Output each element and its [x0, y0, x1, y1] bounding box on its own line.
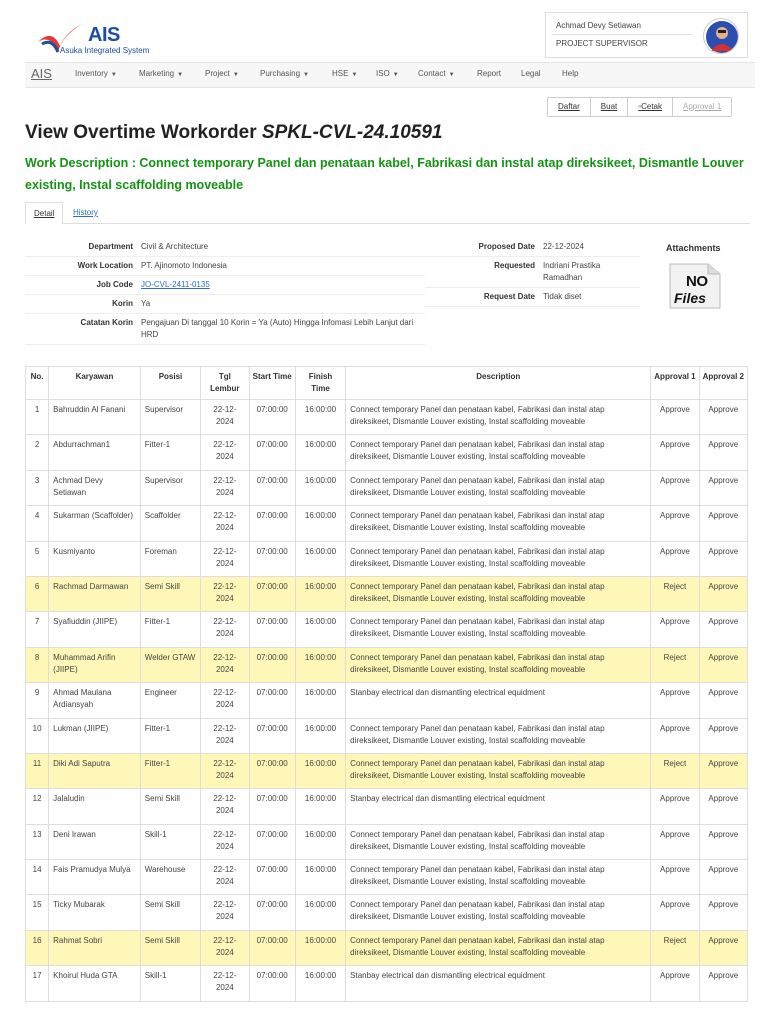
cell-karyawan: Jalaludin: [49, 789, 141, 824]
info-row-work-location: [25, 257, 425, 276]
cell-posisi: Semi Skill: [140, 895, 200, 930]
cell-approval-2: Approve: [699, 470, 747, 505]
cell-tgl-lembur: 22-12-2024: [201, 541, 249, 576]
cell-description: Connect temporary Panel dan penataan kabel, Fabrikasi dan instal atap direksikeet, Dismantle Louver existing, Instal scaffolding moveable: [346, 895, 651, 930]
caret-down-icon: ▼: [110, 72, 117, 78]
cell-approval-1: Reject: [651, 576, 699, 611]
cell-finish-time: 16:00:00: [295, 647, 345, 682]
info-row-department: [25, 238, 425, 257]
ais-logo[interactable]: [36, 20, 150, 60]
cell-approval-1: Approve: [651, 789, 699, 824]
print-icon: ▫: [638, 102, 642, 111]
cell-approval-1: Reject: [651, 930, 699, 965]
cell-approval-1: Approve: [651, 824, 699, 859]
cell-start-time: 07:00:00: [249, 966, 295, 1001]
cell-finish-time: 16:00:00: [295, 506, 345, 541]
caret-down-icon: ▼: [232, 72, 239, 78]
cell-approval-2: Approve: [699, 966, 747, 1001]
cell-approval-1: Approve: [651, 506, 699, 541]
no-files-line1: NO: [686, 273, 708, 290]
avatar[interactable]: [703, 18, 739, 54]
job-code-link[interactable]: JO-CVL-2411-0135: [141, 280, 210, 289]
action-button-group: [547, 97, 732, 117]
nav-item-legal[interactable]: Legal: [521, 69, 541, 78]
info-row-job-code: [25, 276, 425, 295]
cell-approval-2: Approve: [699, 576, 747, 611]
cell-tgl-lembur: 22-12-2024: [201, 647, 249, 682]
info-table-left: [25, 238, 425, 345]
cell-posisi: Engineer: [140, 683, 200, 718]
korin-label: Korin: [25, 295, 137, 314]
user-role: PROJECT SUPERVISOR: [556, 39, 648, 48]
cell-description: Connect temporary Panel dan penataan kabel, Fabrikasi dan instal atap direksikeet, Dismantle Louver existing, Instal scaffolding moveable: [346, 860, 651, 895]
cell-finish-time: 16:00:00: [295, 435, 345, 470]
workorder-code: SPKL-CVL-24.10591: [261, 122, 443, 143]
cell-no: 3: [26, 470, 49, 505]
cell-start-time: 07:00:00: [249, 576, 295, 611]
cell-start-time: 07:00:00: [249, 753, 295, 788]
cell-approval-2: Approve: [699, 860, 747, 895]
user-profile-box[interactable]: [545, 12, 748, 58]
cell-finish-time: 16:00:00: [295, 895, 345, 930]
cell-approval-1: Approve: [651, 541, 699, 576]
cell-approval-1: Approve: [651, 400, 699, 435]
nav-label: Contact: [418, 69, 446, 78]
cell-karyawan: Abdurrachman1: [49, 435, 141, 470]
request-date-label: Request Date: [425, 288, 539, 307]
cell-approval-2: Approve: [699, 789, 747, 824]
cell-finish-time: 16:00:00: [295, 718, 345, 753]
cell-karyawan: Muhammad Arifin (JIIPE): [49, 647, 141, 682]
table-row[interactable]: [26, 824, 748, 859]
cell-karyawan: Khoirul Huda GTA: [49, 966, 141, 1001]
requested-label: Requested: [425, 257, 539, 288]
cell-start-time: 07:00:00: [249, 895, 295, 930]
nav-item-purchasing[interactable]: [260, 69, 309, 78]
cell-description: Connect temporary Panel dan penataan kabel, Fabrikasi dan instal atap direksikeet, Dismantle Louver existing, Instal scaffolding moveable: [346, 506, 651, 541]
cell-description: Connect temporary Panel dan penataan kabel, Fabrikasi dan instal atap direksikeet, Dismantle Louver existing, Instal scaffolding moveable: [346, 824, 651, 859]
col-header-approval-2: Approval 2: [699, 367, 747, 400]
cell-approval-2: Approve: [699, 435, 747, 470]
request-date-value: Tidak diset: [539, 288, 640, 307]
table-row[interactable]: [26, 576, 748, 611]
col-header-start-time: Start Time: [249, 367, 295, 400]
nav-item-help[interactable]: Help: [562, 69, 579, 78]
department-label: Department: [25, 238, 137, 257]
nav-item-contact[interactable]: [418, 69, 455, 78]
cell-karyawan: Ahmad Maulana Ardiansyah: [49, 683, 141, 718]
tab-history[interactable]: History: [73, 208, 98, 217]
cell-tgl-lembur: 22-12-2024: [201, 930, 249, 965]
caret-down-icon: ▼: [303, 72, 309, 78]
caret-down-icon: ▼: [351, 72, 358, 78]
cell-start-time: 07:00:00: [249, 789, 295, 824]
work-location-value: PT. Ajinomoto Indonesia: [137, 257, 425, 276]
nav-item-iso[interactable]: [376, 69, 399, 78]
nav-label: Project: [205, 69, 230, 78]
cell-posisi: Skill-1: [140, 824, 200, 859]
job-code-label: Job Code: [25, 276, 137, 295]
cell-karyawan: Ticky Mubarak: [49, 895, 141, 930]
catatan-korin-label: Catatan Korin: [25, 314, 137, 345]
table-row[interactable]: [26, 647, 748, 682]
cell-finish-time: 16:00:00: [295, 789, 345, 824]
cell-tgl-lembur: 22-12-2024: [201, 470, 249, 505]
info-row-korin: [25, 295, 425, 314]
cell-posisi: Scaffolder: [140, 506, 200, 541]
cell-start-time: 07:00:00: [249, 506, 295, 541]
cell-karyawan: Deni Irawan: [49, 824, 141, 859]
cell-posisi: Warehouse: [140, 860, 200, 895]
caret-down-icon: ▼: [448, 72, 455, 78]
cell-no: 8: [26, 647, 49, 682]
cell-approval-1: Approve: [651, 470, 699, 505]
cell-finish-time: 16:00:00: [295, 576, 345, 611]
cell-no: 10: [26, 718, 49, 753]
cell-no: 11: [26, 753, 49, 788]
cell-start-time: 07:00:00: [249, 435, 295, 470]
cell-description: Connect temporary Panel dan penataan kabel, Fabrikasi dan instal atap direksikeet, Dismantle Louver existing, Instal scaffolding moveable: [346, 400, 651, 435]
proposed-date-value: 22-12-2024: [539, 238, 640, 257]
cell-tgl-lembur: 22-12-2024: [201, 824, 249, 859]
work-location-label: Work Location: [25, 257, 137, 276]
info-row-proposed-date: [425, 238, 640, 257]
col-header-no: No.: [26, 367, 49, 400]
no-files-line2: Files: [674, 290, 706, 306]
col-header-description: Description: [346, 367, 651, 400]
cell-tgl-lembur: 22-12-2024: [201, 966, 249, 1001]
cell-start-time: 07:00:00: [249, 541, 295, 576]
table-row[interactable]: [26, 753, 748, 788]
page-title-prefix: View Overtime Workorder: [25, 122, 257, 143]
cetak-label: Cetak: [641, 102, 663, 111]
cell-karyawan: Achmad Devy Setiawan: [49, 470, 141, 505]
cell-finish-time: 16:00:00: [295, 400, 345, 435]
table-row[interactable]: [26, 541, 748, 576]
job-code-cell: [137, 276, 425, 295]
tab-detail[interactable]: Detail: [25, 202, 63, 224]
info-row-request-date: [425, 288, 640, 307]
cell-approval-1: Reject: [651, 753, 699, 788]
cell-approval-2: Approve: [699, 930, 747, 965]
info-row-catatan-korin: [25, 314, 425, 345]
table-row[interactable]: [26, 506, 748, 541]
cell-finish-time: 16:00:00: [295, 930, 345, 965]
cell-no: 9: [26, 683, 49, 718]
overtime-table: [25, 366, 748, 1002]
nav-label: Marketing: [139, 69, 175, 78]
cell-posisi: Fitter-1: [140, 718, 200, 753]
nav-item-marketing[interactable]: [139, 69, 183, 78]
cell-approval-2: Approve: [699, 683, 747, 718]
cell-description: Connect temporary Panel dan penataan kabel, Fabrikasi dan instal atap direksikeet, Dismantle Louver existing, Instal scaffolding moveable: [346, 541, 651, 576]
col-header-tgl-lembur: Tgl Lembur: [201, 367, 249, 400]
user-name: Achmad Devy Setiawan: [556, 21, 641, 30]
cell-approval-2: Approve: [699, 541, 747, 576]
cell-karyawan: Rahmat Sobri: [49, 930, 141, 965]
table-row[interactable]: [26, 789, 748, 824]
col-header-karyawan: Karyawan: [49, 367, 141, 400]
cell-approval-2: Approve: [699, 400, 747, 435]
cell-posisi: Fitter-1: [140, 612, 200, 647]
cell-description: Connect temporary Panel dan penataan kabel, Fabrikasi dan instal atap direksikeet, Dismantle Louver existing, Instal scaffolding moveable: [346, 718, 651, 753]
cell-karyawan: Kusmiyanto: [49, 541, 141, 576]
table-row[interactable]: [26, 930, 748, 965]
cell-approval-2: Approve: [699, 647, 747, 682]
table-row[interactable]: [26, 435, 748, 470]
cell-approval-2: Approve: [699, 895, 747, 930]
cell-start-time: 07:00:00: [249, 824, 295, 859]
cell-description: Connect temporary Panel dan penataan kabel, Fabrikasi dan instal atap direksikeet, Dismantle Louver existing, Instal scaffolding moveable: [346, 647, 651, 682]
cell-approval-1: Approve: [651, 435, 699, 470]
cell-finish-time: 16:00:00: [295, 541, 345, 576]
work-description: Work Description : Connect temporary Panel dan penataan kabel, Fabrikasi dan instal atap direksikeet, Dismantle Louver existing, Instal scaffolding moveable: [25, 156, 744, 192]
cell-karyawan: Rachmad Darmawan: [49, 576, 141, 611]
cetak-button[interactable]: [628, 98, 673, 116]
cell-posisi: Semi Skill: [140, 789, 200, 824]
cell-approval-1: Approve: [651, 718, 699, 753]
cell-approval-1: Approve: [651, 895, 699, 930]
cell-tgl-lembur: 22-12-2024: [201, 400, 249, 435]
approval-1-button[interactable]: Approval 1: [673, 98, 731, 116]
cell-finish-time: 16:00:00: [295, 860, 345, 895]
col-header-posisi: Posisi: [140, 367, 200, 400]
cell-approval-2: Approve: [699, 718, 747, 753]
cell-approval-1: Approve: [651, 966, 699, 1001]
cell-no: 12: [26, 789, 49, 824]
cell-posisi: Fitter-1: [140, 435, 200, 470]
cell-description: Connect temporary Panel dan penataan kabel, Fabrikasi dan instal atap direksikeet, Dismantle Louver existing, Instal scaffolding moveable: [346, 435, 651, 470]
cell-approval-2: Approve: [699, 612, 747, 647]
cell-description: Stanbay electrical dan dismantling electrical equidment: [346, 966, 651, 1001]
cell-no: 1: [26, 400, 49, 435]
cell-no: 15: [26, 895, 49, 930]
cell-posisi: Semi Skill: [140, 576, 200, 611]
nav-item-report[interactable]: Report: [477, 69, 502, 78]
cell-start-time: 07:00:00: [249, 470, 295, 505]
cell-no: 16: [26, 930, 49, 965]
cell-description: Connect temporary Panel dan penataan kabel, Fabrikasi dan instal atap direksikeet, Dismantle Louver existing, Instal scaffolding moveable: [346, 576, 651, 611]
cell-finish-time: 16:00:00: [295, 966, 345, 1001]
cell-description: Stanbay electrical dan dismantling electrical equidment: [346, 683, 651, 718]
nav-item-hse[interactable]: [332, 69, 357, 78]
cell-tgl-lembur: 22-12-2024: [201, 683, 249, 718]
attachments-title: Attachments: [666, 243, 721, 253]
nav-item-project[interactable]: [205, 69, 239, 78]
cell-karyawan: Bahruddin Al Fanani: [49, 400, 141, 435]
daftar-button[interactable]: Daftar: [548, 98, 591, 116]
cell-finish-time: 16:00:00: [295, 470, 345, 505]
cell-no: 14: [26, 860, 49, 895]
cell-finish-time: 16:00:00: [295, 753, 345, 788]
table-body: [26, 400, 748, 1002]
avatar-image-icon: [704, 19, 739, 54]
cell-posisi: Welder GTAW: [140, 647, 200, 682]
nav-label: Inventory: [75, 69, 108, 78]
cell-no: 17: [26, 966, 49, 1001]
table-row[interactable]: [26, 895, 748, 930]
nav-label: Purchasing: [260, 69, 301, 78]
cell-start-time: 07:00:00: [249, 930, 295, 965]
cell-tgl-lembur: 22-12-2024: [201, 435, 249, 470]
korin-value: Ya: [137, 295, 425, 314]
cell-posisi: Supervisor: [140, 470, 200, 505]
table-row[interactable]: [26, 470, 748, 505]
cell-no: 6: [26, 576, 49, 611]
table-row[interactable]: [26, 400, 748, 435]
cell-start-time: 07:00:00: [249, 612, 295, 647]
cell-approval-1: Approve: [651, 612, 699, 647]
cell-tgl-lembur: 22-12-2024: [201, 718, 249, 753]
col-header-approval-1: Approval 1: [651, 367, 699, 400]
cell-description: Connect temporary Panel dan penataan kabel, Fabrikasi dan instal atap direksikeet, Dismantle Louver existing, Instal scaffolding moveable: [346, 612, 651, 647]
cell-approval-2: Approve: [699, 506, 747, 541]
logo-text: AIS: [88, 24, 120, 46]
cell-start-time: 07:00:00: [249, 718, 295, 753]
table-header-row: [26, 367, 748, 400]
no-files-placeholder: [668, 262, 722, 310]
cell-approval-1: Approve: [651, 860, 699, 895]
cell-posisi: Skill-1: [140, 966, 200, 1001]
tab-bar: [25, 202, 750, 224]
cell-tgl-lembur: 22-12-2024: [201, 506, 249, 541]
cell-no: 7: [26, 612, 49, 647]
table-row[interactable]: [26, 718, 748, 753]
nav-item-inventory[interactable]: [75, 69, 117, 78]
app-header: [0, 0, 768, 62]
cell-description: Stanbay electrical dan dismantling electrical equidment: [346, 789, 651, 824]
requested-value: Indriani Prastika Ramadhan: [539, 257, 640, 288]
cell-posisi: Supervisor: [140, 400, 200, 435]
caret-down-icon: ▼: [392, 72, 399, 78]
cell-start-time: 07:00:00: [249, 860, 295, 895]
department-value: Civil & Architecture: [137, 238, 425, 257]
cell-approval-1: Approve: [651, 683, 699, 718]
cell-start-time: 07:00:00: [249, 400, 295, 435]
cell-posisi: Fitter-1: [140, 753, 200, 788]
nav-label: HSE: [332, 69, 349, 78]
cell-tgl-lembur: 22-12-2024: [201, 753, 249, 788]
cell-no: 13: [26, 824, 49, 859]
cell-karyawan: Lukman (JIIPE): [49, 718, 141, 753]
cell-tgl-lembur: 22-12-2024: [201, 860, 249, 895]
caret-down-icon: ▼: [177, 72, 184, 78]
cell-description: Connect temporary Panel dan penataan kabel, Fabrikasi dan instal atap direksikeet, Dismantle Louver existing, Instal scaffolding moveable: [346, 753, 651, 788]
cell-karyawan: Fais Pramudya Mulya: [49, 860, 141, 895]
cell-no: 4: [26, 506, 49, 541]
cell-karyawan: Diki Adi Saputra: [49, 753, 141, 788]
col-header-finish-time: Finish Time: [295, 367, 345, 400]
cell-finish-time: 16:00:00: [295, 683, 345, 718]
logo-subtitle: Asuka Integrated System: [60, 46, 150, 55]
cell-approval-2: Approve: [699, 824, 747, 859]
cell-tgl-lembur: 22-12-2024: [201, 895, 249, 930]
cell-start-time: 07:00:00: [249, 683, 295, 718]
cell-karyawan: Syafiuddin (JIIPE): [49, 612, 141, 647]
nav-brand-link[interactable]: AIS: [31, 66, 52, 81]
page-title: [25, 122, 442, 144]
cell-posisi: Foreman: [140, 541, 200, 576]
cell-no: 5: [26, 541, 49, 576]
table-row[interactable]: [26, 612, 748, 647]
info-row-requested: [425, 257, 640, 288]
buat-button[interactable]: Buat: [591, 98, 628, 116]
divider: [552, 34, 692, 35]
catatan-korin-value: Pengajuan Di tanggal 10 Korin = Ya (Auto) Hingga Infomasi Lebih Lanjut dari HRD: [137, 314, 425, 345]
cell-karyawan: Sukarman (Scaffolder): [49, 506, 141, 541]
table-row[interactable]: [26, 860, 748, 895]
cell-no: 2: [26, 435, 49, 470]
cell-description: Connect temporary Panel dan penataan kabel, Fabrikasi dan instal atap direksikeet, Dismantle Louver existing, Instal scaffolding moveable: [346, 930, 651, 965]
cell-posisi: Semi Skill: [140, 930, 200, 965]
info-table-right: [425, 238, 640, 307]
cell-approval-1: Reject: [651, 647, 699, 682]
cell-approval-2: Approve: [699, 753, 747, 788]
nav-label: ISO: [376, 69, 390, 78]
table-row[interactable]: [26, 683, 748, 718]
cell-tgl-lembur: 22-12-2024: [201, 789, 249, 824]
proposed-date-label: Proposed Date: [425, 238, 539, 257]
cell-finish-time: 16:00:00: [295, 612, 345, 647]
table-row[interactable]: [26, 966, 748, 1001]
cell-tgl-lembur: 22-12-2024: [201, 576, 249, 611]
cell-tgl-lembur: 22-12-2024: [201, 612, 249, 647]
cell-description: Connect temporary Panel dan penataan kabel, Fabrikasi dan instal atap direksikeet, Dismantle Louver existing, Instal scaffolding moveable: [346, 470, 651, 505]
cell-finish-time: 16:00:00: [295, 824, 345, 859]
cell-start-time: 07:00:00: [249, 647, 295, 682]
main-navbar: [25, 62, 755, 88]
